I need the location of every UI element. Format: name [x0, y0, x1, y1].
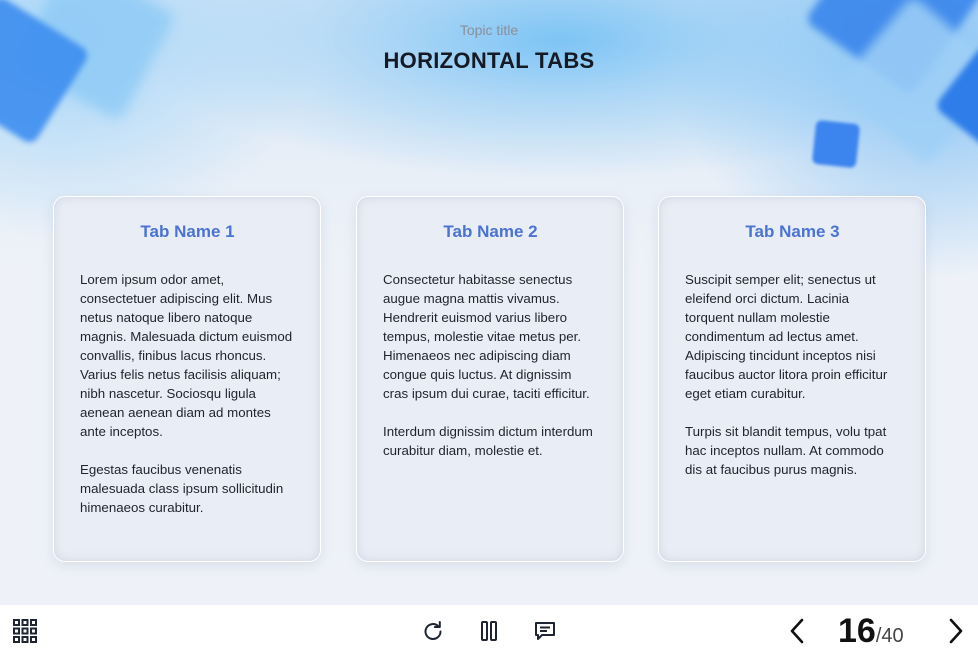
tab-paragraph: Suscipit semper elit; senectus ut eleifend orci dictum. Lacinia torquent nullam molestie condimentum ad lectus amet. Adipiscing tincidunt inceptos nisi faucibus auctor litora proin efficitur eget etiam curabitur. [685, 272, 888, 401]
page-separator: / [875, 625, 882, 647]
tab-paragraph: Turpis sit blandit tempus, volu tpat hac inceptos nullam. At commodo dis at faucibus purus magnis. [685, 424, 887, 477]
decor-shape [812, 120, 860, 168]
tab-card-1[interactable] [53, 196, 321, 562]
tab-paragraph: Lorem ipsum odor amet, consectetuer adipiscing elit. Mus netus natoque libero natoque magnis. Malesuada dictum euismod convallis, finibus lacus rhoncus. Varius felis netus facilisis aliquam; nibh nascetur. Sociosqu ligula aenean aenean diam ad montes ante inceptos. [80, 272, 293, 439]
tab-paragraph: Interdum dignissim dictum interdum curabitur diam, molestie et. [383, 424, 593, 458]
topic-title: Topic title [459, 22, 519, 38]
grid-menu-icon[interactable] [10, 616, 40, 646]
pause-icon[interactable] [474, 616, 504, 646]
tab-card-3[interactable] [658, 196, 926, 562]
chevron-left-icon[interactable] [783, 616, 813, 646]
tab-paragraph: Egestas faucibus venenatis malesuada class ipsum sollicitudin himenaeos curabitur. [80, 462, 284, 515]
tab-name: Tab Name 2 [443, 222, 538, 241]
chevron-right-icon[interactable] [940, 616, 970, 646]
player-toolbar [0, 605, 978, 656]
page-counter [838, 611, 904, 651]
tab-name: Tab Name 3 [745, 222, 840, 241]
replay-icon[interactable] [418, 616, 448, 646]
page-total: 40 [881, 625, 904, 647]
notes-icon[interactable] [530, 616, 560, 646]
page-title: HORIZONTAL TABS [383, 48, 595, 73]
tab-card-2[interactable] [356, 196, 624, 562]
page-current: 16 [838, 612, 876, 650]
tab-name: Tab Name 1 [140, 222, 235, 241]
tab-paragraph: Consectetur habitasse senectus augue magna mattis vivamus. Hendrerit euismod varius libero tempus, molestie vitae metus per. Himenaeos nec adipiscing diam congue quis luctus. At dignissim cras ipsum dui curae, taciti efficitur. [383, 272, 590, 401]
